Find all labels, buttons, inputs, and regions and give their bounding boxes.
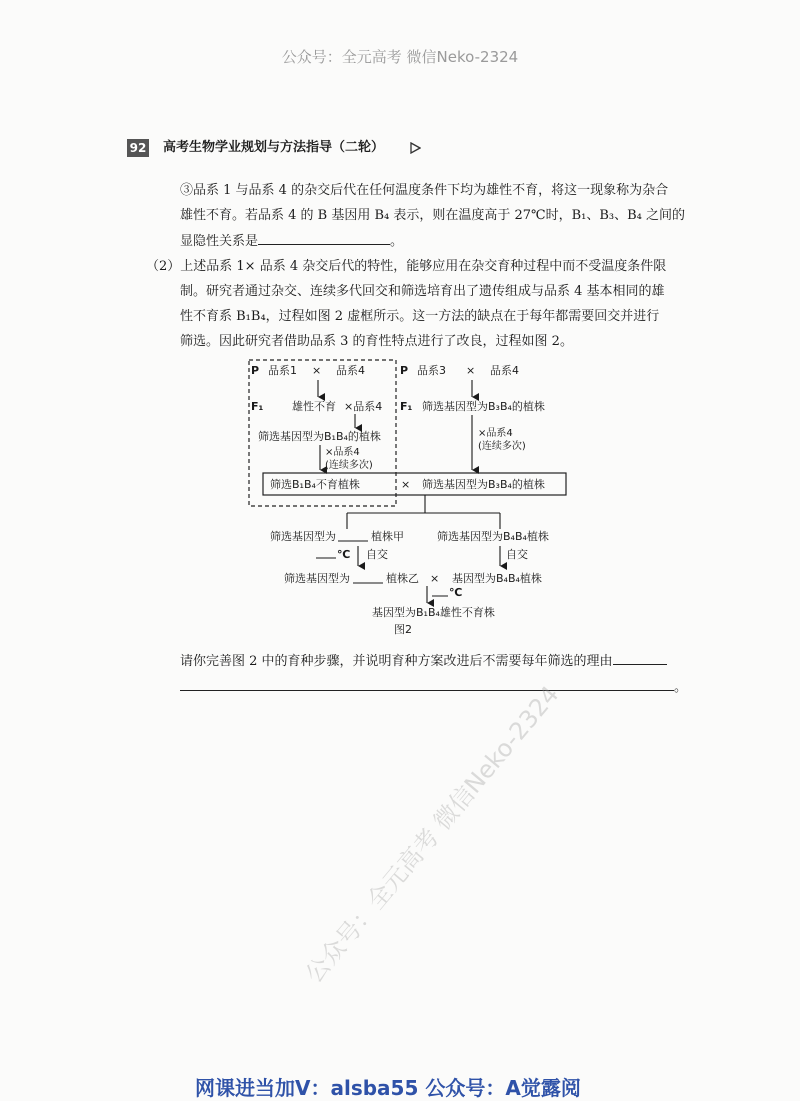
question2-line4: 筛选。因此研究者借助品系 3 的育性特点进行了改良，过程如图 2。 (180, 334, 573, 349)
final-question-end: 。 (674, 680, 688, 695)
bottom-watermark: 网课进当加V：alsba55 公众号：A觉露阅 (195, 1076, 581, 1100)
jia-screen-prefix: 筛选基因型为 (270, 530, 336, 543)
left-selfing: 自交 (366, 548, 388, 561)
answer-blank-reason-a[interactable] (613, 652, 667, 665)
left-screen-b1b4: 筛选基因型为B₁B₄的植株 (258, 430, 381, 443)
yi-plant-label: 植株乙 (386, 572, 419, 585)
question2-line3: 性不育系 B₁B₄，过程如图 2 虚框所示。这一方法的缺点在于每年都需要回交并进行 (180, 309, 660, 324)
b4b4-screen-top: 筛选基因型为B₄B₄植株 (437, 530, 549, 543)
right-backcross-repeat: (连续多次) (478, 441, 526, 452)
p-label-right: P (400, 364, 409, 377)
diagonal-watermark: 公众号：全元高考 微信Neko-2324 (299, 680, 565, 989)
right-f1-screen: 筛选基因型为B₃B₄的植株 (422, 400, 545, 413)
item3-line2: 雄性不育。若品系 4 的 B 基因用 B₄ 表示，则在温度高于 27℃时，B₁、B₃、B₄ 之间的 (180, 208, 686, 223)
result-sterile-line: 基因型为B₁B₄雄性不育株 (372, 606, 495, 619)
item3-line3-end: 。 (390, 234, 404, 249)
item3-line1: ③品系 1 与品系 4 的杂交后代在任何温度条件下均为雄性不育，将这一现象称为杂合 (180, 183, 669, 198)
row-left-screen: 筛选B₁B₄不育植株 (270, 478, 360, 491)
yi-screen-prefix: 筛选基因型为 (284, 572, 350, 585)
question2-line1: （2）上述品系 1× 品系 4 杂交后代的特性，能够应用在杂交育种过程中而不受温度条件限 (146, 259, 667, 274)
row-right-screen: 筛选基因型为B₃B₄的植株 (422, 478, 545, 491)
left-backcross-repeat: (连续多次) (325, 460, 373, 471)
left-cross-sign: × (312, 364, 322, 377)
left-temp-unit: ℃ (337, 548, 351, 561)
left-parent-a: 品系1 (268, 364, 297, 377)
top-watermark: 公众号：全元高考 微信Neko-2324 (281, 48, 519, 66)
b4b4-plant-mid: 基因型为B₄B₄植株 (452, 572, 542, 585)
f1-label-right: F₁ (400, 400, 413, 413)
f1-label-left: F₁ (251, 400, 264, 413)
p-label-left: P (251, 364, 260, 377)
final-question-text: 请你完善图 2 中的育种步骤，并说明育种方案改进后不需要每年筛选的理由 (180, 654, 613, 669)
book-title: 高考生物学业规划与方法指导（二轮） (163, 140, 385, 155)
row-cross-sign: × (401, 478, 411, 491)
jia-plant-label: 植株甲 (371, 530, 404, 543)
final-question-line1 (180, 652, 667, 671)
left-parent-b: 品系4 (336, 364, 365, 377)
item3-line3-text: 显隐性关系是 (180, 234, 259, 249)
question2-line2: 制。研究者通过杂交、连续多代回交和筛选培育出了遗传组成与品系 4 基本相同的雄 (180, 284, 665, 299)
bottom-temp-unit: ℃ (449, 586, 463, 599)
right-parent-a: 品系3 (417, 364, 446, 377)
left-backcross-label: ×品系4 (325, 447, 360, 458)
left-f1-backcross: ×品系4 (344, 400, 383, 413)
right-backcross-label: ×品系4 (478, 428, 513, 439)
mid-cross-sign: × (430, 572, 440, 585)
right-selfing: 自交 (506, 548, 528, 561)
page-number: 92 (127, 139, 149, 157)
final-question-line2 (180, 678, 687, 697)
right-cross-sign: × (466, 364, 476, 377)
left-f1-sterile: 雄性不育 (292, 400, 336, 413)
figure-caption: 图2 (394, 623, 412, 636)
right-parent-b: 品系4 (490, 364, 519, 377)
answer-blank-reason-b[interactable] (180, 678, 674, 691)
